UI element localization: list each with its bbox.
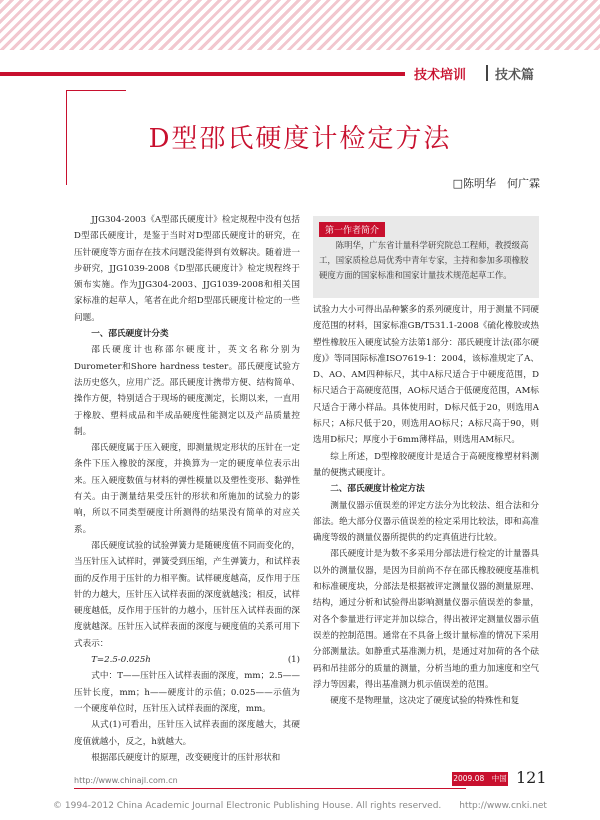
author-info-box: [313, 216, 539, 298]
page-number: 121: [516, 768, 547, 787]
paragraph: 硬度不是物理量，这决定了硬度试验的特殊性和复: [330, 696, 520, 707]
paragraph: 邵氏硬度属于压入硬度，即测量规定形状的压针在一定条件下压入橡胶的深度，并换算为一定的硬度单位表示出来。压入硬度数值与材料的弹性模量以及塑性变形、黏弹性有关。由于测量结果受压针的形状和所施加的试验力的影响，所以不同类型硬度计所测得的结果没有简单的对应关系。: [74, 443, 300, 535]
section-heading-2: 二、邵氏硬度计检定方法: [330, 484, 425, 495]
paragraph: 邵氏硬度试验的试验弹簧力是随硬度值不同而变化的，当压针压入试样时，弹簧受到压缩，产生弹簧力，和试样表面的反作用于压针的力相平衡。试样硬度越高，反作用于压针的力越大，压针压入试样表面的深度就越浅；相反，试样硬度越低，反作用于压针的力越小，压针压入试样表面的深度就越深。压针压入试样表面的深度与硬度值的关系可用下式表示：: [74, 540, 300, 649]
article-title: D型邵氏硬度计检定方法: [148, 124, 452, 154]
author-box-heading: 第一作者简介: [319, 222, 385, 237]
section-separator: [486, 65, 488, 81]
equation-number: (1): [287, 655, 300, 666]
left-column: [74, 212, 300, 766]
paragraph: 邵氏硬度计也称邵尔硬度计，英文名称分别为Durometer和Shore hardness tester。邵氏硬度试验方法历史悠久，应用广泛。邵氏硬度计携带方便、结构简单、操作方便，特别适合于现场的硬度测定，长期以来，一直用于橡胶、塑料成品和半成品硬度性能测定以及产品质量控制。: [74, 345, 300, 437]
right-column: [313, 302, 539, 709]
paragraph: JJG304-2003《A型邵氏硬度计》检定规程中没有包括D型邵氏硬度计，是鉴于当时对D型邵氏硬度计的研究，在压针硬度等方面存在技术问题没能得到有效解决。随着进一步研究，JJG1039-2008《D型邵氏硬度计》检定规程终于颁布实施。作为JJG304-2003、JJG1039-2008和相关国家标准的起草人，笔者在此介绍D型邵氏硬度计检定的一些问题。: [74, 215, 300, 323]
section-sub-label: 技术篇: [495, 68, 535, 83]
footer-url: http://www.chinajl.com.cn: [74, 776, 178, 785]
paragraph: 测量仪器示值误差的评定方法分为比较法、组合法和分部法。绝大部分仪器示值误差的检定采用比较法，即和高准确度等级的测量仪器所提供的约定真值进行比较。: [313, 500, 539, 544]
equation-1: [74, 652, 300, 668]
footer-rule: [74, 788, 466, 789]
article-authors: □陈明华 何广霖: [452, 177, 540, 190]
paragraph: 试验力大小可得出品种繁多的系列硬度计，用于测量不同硬度范围的材料，国家标准GB/T531.1-2008《硫化橡胶或热塑性橡胶压入硬度试验方法第1部分：邵氏硬度计法(邵尔硬度)》等同国际标准ISO7619-1：2004，该标准规定了A、D、AO、AM四种标尺，其中A标尺适合于中硬度范围，D标尺适合于高硬度范围，AO标尺适合于低硬度范围，AM标尺适合于薄小样品。具体使用时，D标尺低于20，则选用A标尺；A标尺低于20，则选用AO标尺；A标尺高于90，则选用D标尺；厚度小于6mm薄样品，则选用AM标尺。: [313, 305, 539, 446]
copyright-notice: © 1994-2012 China Academic Journal Electronic Publishing House. All rights reserved. http://www.cnki.net: [53, 801, 547, 811]
section-label: 技术培训: [414, 68, 467, 83]
paragraph: 综上所述，D型橡胶硬度计是适合于高硬度橡塑材料测量的便携式硬度计。: [313, 451, 539, 478]
title-frame-top: [66, 90, 126, 91]
section-header-rule: [0, 72, 405, 76]
section-heading-1: 一、邵氏硬度计分类: [91, 329, 169, 340]
paragraph: 从式(1)可看出，压针压入试样表面的深度越大，其硬度值就越小，反之，h就越大。: [74, 720, 300, 747]
author-box-body: 陈明华，广东省计量科学研究院总工程师，教授级高工，国家质检总局优秀中青年专家，主持和参加多项橡胶硬度方面的国家标准和国家计量技术规范起草工作。: [319, 240, 529, 280]
section-header: [0, 64, 600, 84]
header-stripe-decoration: [0, 0, 600, 50]
issue-tag: 2009.08 中国计量: [453, 774, 507, 797]
paragraph: 邵氏硬度计是为数不多采用分部法进行检定的计量器具以外的测量仪器，是因为目前尚不存在邵氏橡胶硬度基准机和标准硬度块，分部法是根据被评定测量仪器的测量原理、结构，通过分析和试验得出影响测量仪器示值误差的参量，对各个参量进行评定并加以综合，得出被评定测量仪器示值误差的控制范围。通常在不具备上级计量标准的情况下采用分部测量法。如静重式基准测力机，是通过对加荷的各个砝码和吊挂部分的质量的测量，分析当地的重力加速度和空气浮力等因素，得出基准测力机示值误差的范围。: [313, 549, 539, 690]
equation-text: T=2.5-0.025h: [91, 655, 151, 666]
paragraph: 根据邵氏硬度计的原理，改变硬度计的压针形状和: [91, 752, 281, 763]
paragraph: 式中：T——压针压入试样表面的深度，mm；2.5——压针长度，mm；h——硬度计的示值；0.025——示值为一个硬度单位时，压针压入试样表面的深度，mm。: [74, 671, 300, 714]
